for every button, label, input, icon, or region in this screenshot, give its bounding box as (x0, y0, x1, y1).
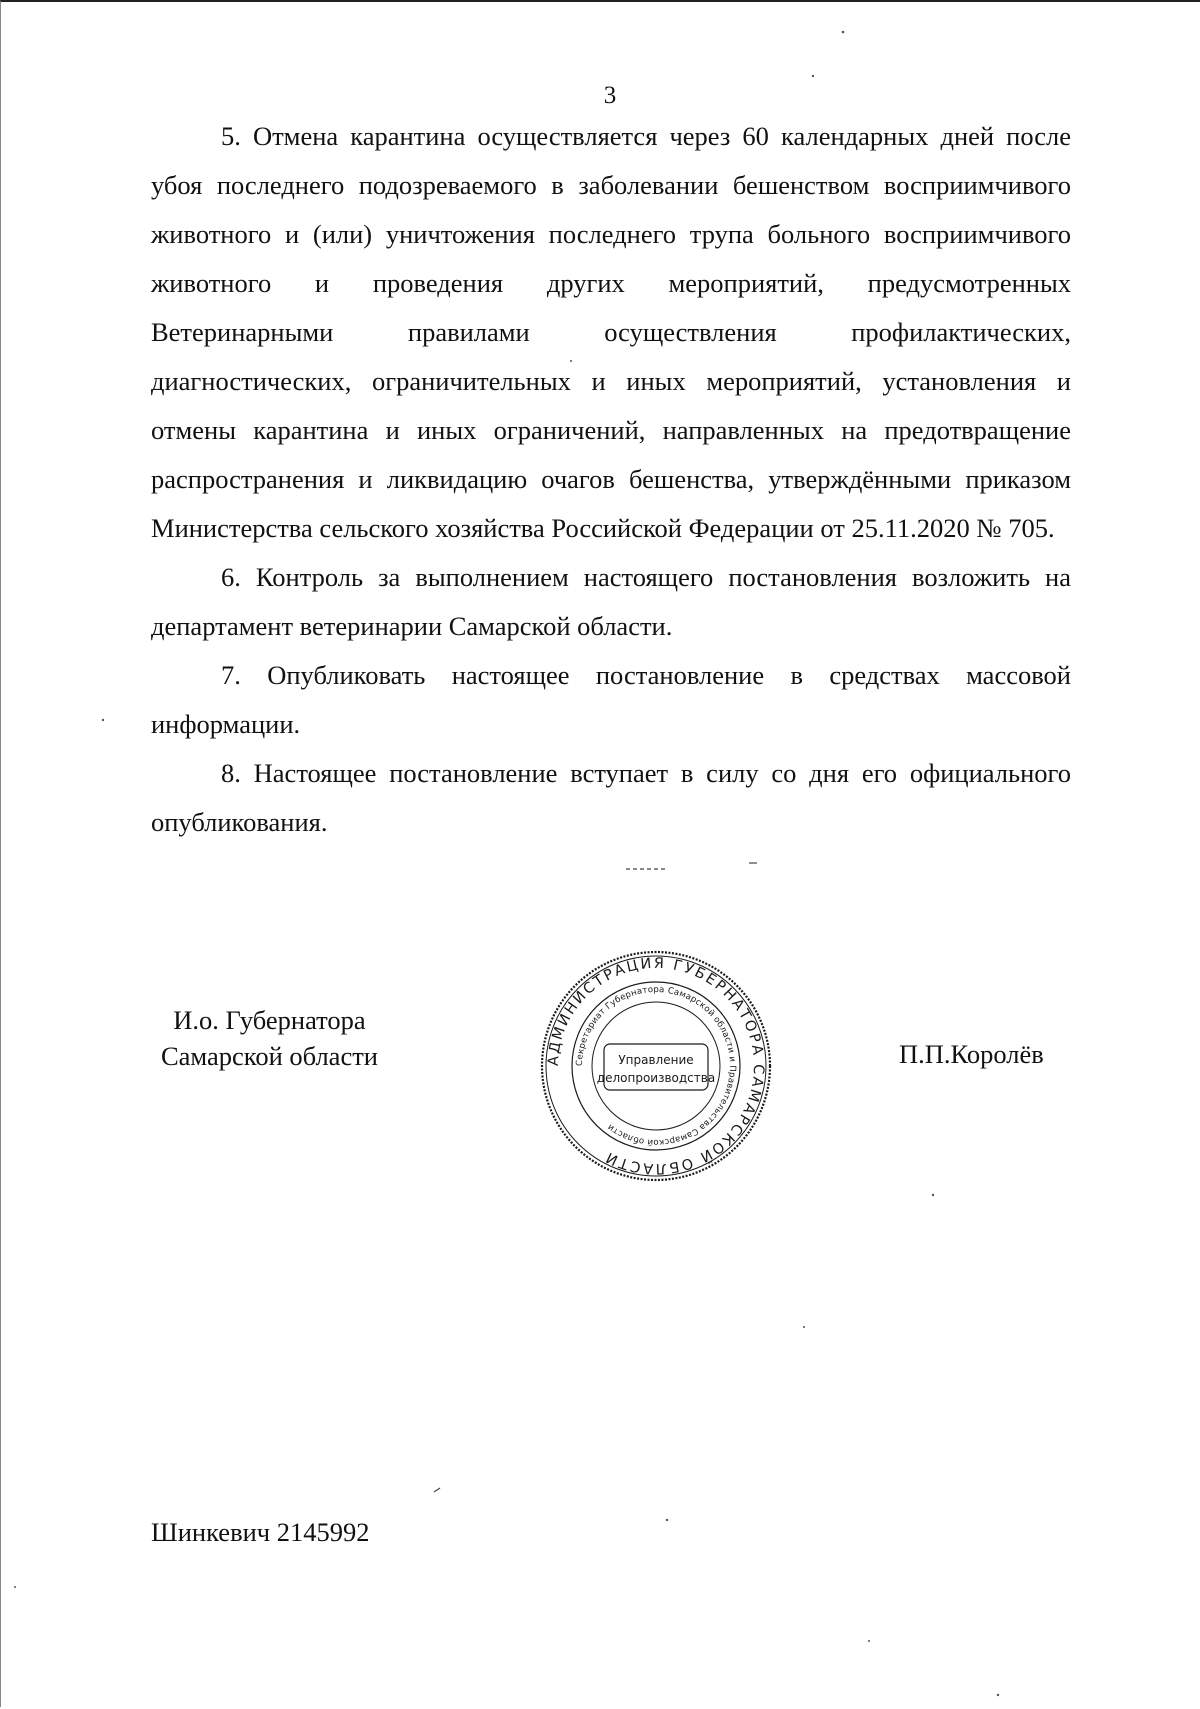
speck (842, 31, 845, 34)
signatory-position-line2: Самарской области (161, 1041, 378, 1071)
speck (932, 1194, 934, 1196)
document-body (151, 112, 1071, 847)
speck (14, 1586, 16, 1588)
signatory-position (161, 1002, 378, 1074)
speck (434, 1488, 440, 1492)
paragraph-5: 5. Отмена карантина осуществляется через 60 календарных дней после убоя последнего подозреваемого в заболевании бешенством восприимчивого животного и (или) уничтожения последнего трупа больного восприимчивого животного и проведения других мероприятий, предусмотренных Ветеринарными правилами осуществления профилактических, диагностических, ограничительных и иных мероприятий, установления и отмены карантина и иных ограничений, направленных на предотвращение распространения и ликвидацию очагов бешенства, утверждёнными приказом Министерства сельского хозяйства Российской Федерации от 25.11.2020 № 705. (151, 121, 1071, 543)
speck (997, 1694, 999, 1696)
speck (102, 719, 104, 721)
paragraph-6: 6. Контроль за выполнением настоящего постановления возложить на департамент ветеринарии Самарской области. (151, 562, 1071, 641)
speck (666, 1519, 668, 1521)
paragraph-8: 8. Настоящее постановление вступает в силу со дня его официального опубликования. (151, 758, 1071, 837)
speck (868, 1640, 870, 1642)
speck (803, 1326, 805, 1328)
seal-outer-text: АДМИНИСТРАЦИЯ ГУБЕРНАТОРА САМАРСКОЙ ОБЛАСТИ (545, 955, 767, 1177)
executor-contact: Шинкевич 2145992 (151, 1517, 370, 1547)
seal-center-line1: Управление (618, 1053, 694, 1067)
official-seal (538, 948, 774, 1184)
speck (812, 75, 814, 77)
signatory-name: П.П.Королёв (899, 1039, 1044, 1069)
seal-inner-text: Секретариат Губернатора Самарской области и Правительства Самарской области (574, 984, 738, 1148)
page-number: 3 (603, 82, 617, 109)
seal-center-line2: делопроизводства (596, 1071, 716, 1085)
paragraph-7: 7. Опубликовать настоящее постановление в средствах массовой информации. (151, 660, 1071, 739)
signatory-position-line1: И.о. Губернатора (173, 1005, 366, 1035)
